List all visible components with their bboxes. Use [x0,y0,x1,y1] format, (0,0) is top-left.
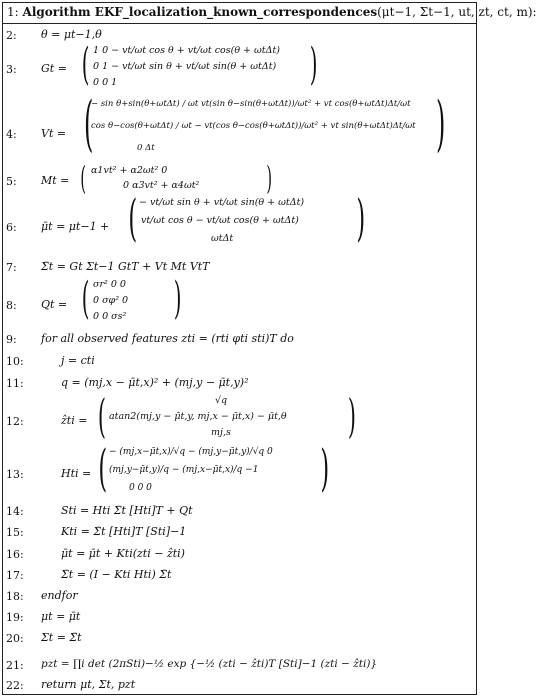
line-text: Σt = Σ̄t [41,631,82,644]
line-text: θ = μt−1,θ [41,28,102,41]
line-text: Σ̄t = Gt Σt−1 GtT + Vt Mt VtT [41,260,210,273]
line-number: 5: [6,175,17,188]
line-number: 19: [6,611,24,624]
line-number: 13: [6,468,24,481]
line-number: 6: [6,221,17,234]
matrix-lhs: Vt = [41,127,67,140]
matrix-V: ( − sin θ+sin(θ+ωtΔt) / ωt vt(sin θ−sin(θ+ωtΔt))/ωt² + vt cos(θ+ωtΔt)Δt/ωt cos θ−cos(θ+ωtΔt) / ωt − vt(cos θ−cos(θ+ωtΔt))/ωt² + vt sin(θ+ωtΔt)Δt/ωt 0 Δt ) [84,89,446,159]
line-text: Σ̄t = (I − Kti Hti) Σ̄t [61,568,172,581]
matrix-lhs: ẑti = [61,414,88,427]
matrix-lhs: Gt = [41,62,67,75]
matrix-G: ( 1 0 − vt/ωt cos θ + vt/ωt cos(θ + ωtΔt) 0 1 − vt/ωt sin θ + vt/ωt sin(θ + ωtΔt) 0 0 1 ) [81,39,318,90]
line-text: j = cti [61,354,95,367]
line-text: Sti = Hti Σ̄t [Hti]T + Qt [61,504,193,517]
matrix-lhs: Hti = [61,467,92,480]
line-text: pzt = ∏i det (2πSti)−½ exp {−½ (zti − ẑti)T [Sti]−1 (zti − ẑti)} [41,658,378,670]
line-number: 8: [6,299,17,312]
vector-mu-bar: ( − vt/ωt sin θ + vt/ωt sin(θ + ωtΔt) vt/ωt cos θ − vt/ωt cos(θ + ωtΔt) ωtΔt ) [128,189,366,247]
line-number: 12: [6,415,24,428]
line-number: 2: [6,29,17,42]
matrix-H: ( − (mj,x−μ̄t,x)/√q − (mj,y−μ̄t,y)/√q 0 (mj,y−μ̄t,y)/q − (mj,x−μ̄t,x)/q −1 0 0 0 ) [98,439,330,497]
matrix-lhs: Mt = [41,174,70,187]
line-text: endfor [41,589,78,602]
line-number: 20: [6,632,24,645]
line-text: q = (mj,x − μ̄t,x)² + (mj,y − μ̄t,y)² [61,376,249,389]
line-number: 3: [6,63,17,76]
algorithm-title: 1: Algorithm EKF_localization_known_correspondences(μt−1, Σt−1, ut, zt, ct, m): [7,5,537,19]
line-number: 18: [6,590,24,603]
matrix-lhs: Qt = [41,298,68,311]
matrix-Q: ( σr² 0 0 0 σφ² 0 0 0 σs² ) [81,273,182,324]
line-number: 14: [6,505,24,518]
algorithm-box [2,2,537,695]
line-number: 11: [6,377,24,390]
line-number: 7: [6,261,17,274]
line-number: 4: [6,128,17,141]
line-text: return μt, Σt, pzt [41,678,136,691]
line-number: 22: [6,679,24,692]
line-number: 10: [6,355,24,368]
line-number: 9: [6,333,17,346]
line-number: 16: [6,548,24,561]
line-text: Kti = Σ̄t [Hti]T [Sti]−1 [61,525,187,538]
vector-z-hat: ( √q atan2(mj,y − μ̄t,y, mj,x − μ̄t,x) − μ̄t,θ mj,s ) [97,389,357,443]
line-number: 21: [6,659,24,672]
line-text: μ̄t = μ̄t + Kti(zti − ẑti) [61,547,185,560]
matrix-lhs: μ̄t = μt−1 + [41,220,110,233]
line-number: 17: [6,569,24,582]
matrix-M: ( α1vt² + α2ωt² 0 0 α3vt² + α4ωt² ) [80,159,273,197]
line-number: 15: [6,526,24,539]
algorithm-header [3,3,537,24]
line-text: μt = μ̄t [41,610,81,623]
line-text: for all observed features zti = (rti φti sti)T do [41,332,294,345]
